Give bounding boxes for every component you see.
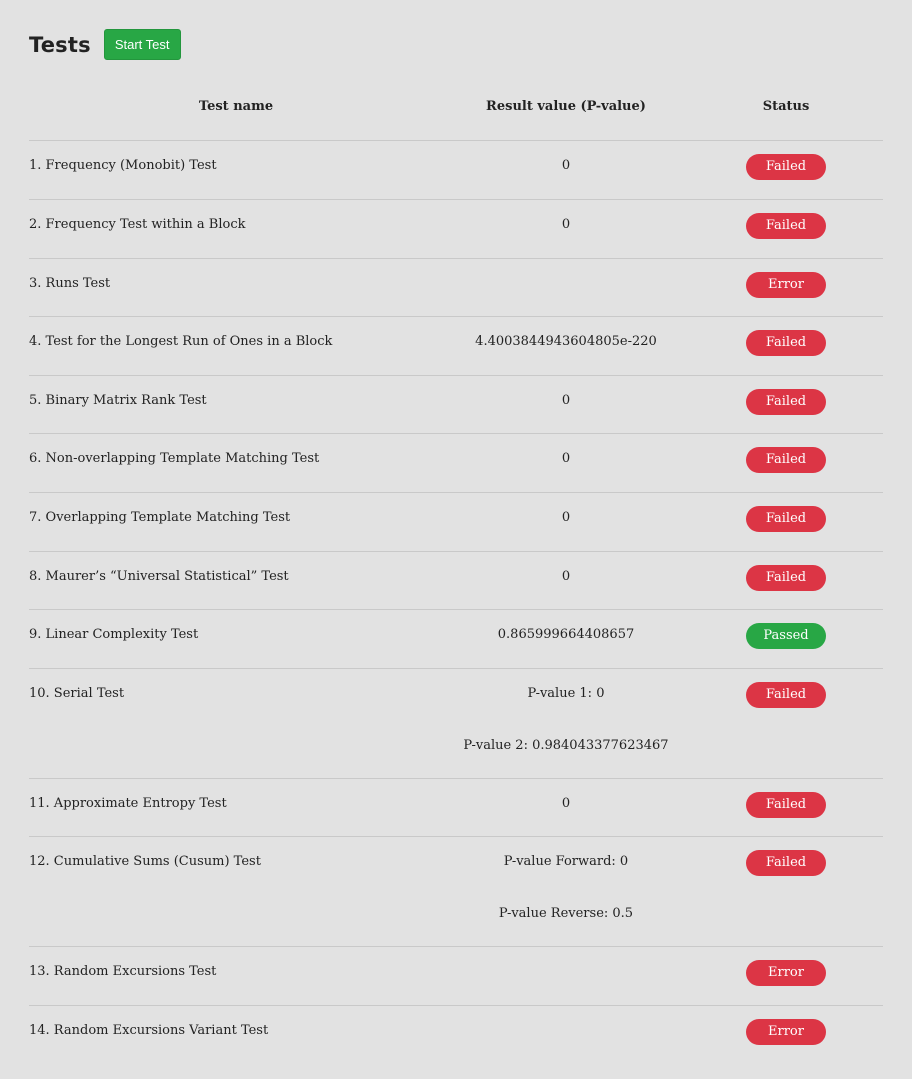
result-value-cell [443,837,689,947]
result-value-cell [443,493,689,552]
result-value-cell [443,779,689,837]
table-row [29,141,883,200]
result-value-cell [443,947,689,1006]
result-value-cell [443,1006,689,1064]
table-row [29,610,883,669]
table-row [29,1006,883,1064]
test-name-cell [29,259,443,317]
header-result-value: Result value (P-value) [443,72,689,141]
status-cell [689,317,883,376]
result-value: 0 [561,510,571,525]
test-name: 10. Serial Test [29,686,125,701]
test-name: 8. Maurer’s “Universal Statistical” Test [29,569,289,584]
result-value: 0 [561,393,571,408]
table-row [29,837,883,947]
result-value: P-value 2: 0.984043377623467 [463,738,669,753]
status-badge: Failed [746,389,826,415]
table-body [29,141,883,1064]
result-value-cell [443,610,689,669]
test-name: 4. Test for the Longest Run of Ones in a Block [29,334,333,349]
table-row [29,669,883,779]
result-value-cell [443,669,689,779]
test-name: 14. Random Excursions Variant Test [29,1023,269,1038]
result-value: P-value Forward: 0 [503,854,629,869]
status-badge: Failed [746,850,826,876]
result-value-cell [443,317,689,376]
test-name-cell [29,200,443,259]
status-badge: Failed [746,330,826,356]
header-status: Status [689,72,883,141]
status-badge: Passed [746,623,826,649]
test-name-cell [29,317,443,376]
header-test-name: Test name [29,72,443,141]
test-name-cell [29,434,443,493]
status-badge: Failed [746,447,826,473]
result-value: 4.4003844943604805e-220 [475,334,657,349]
status-badge: Failed [746,154,826,180]
test-name: 2. Frequency Test within a Block [29,217,246,232]
test-name: 12. Cumulative Sums (Cusum) Test [29,854,261,869]
test-name-cell [29,837,443,947]
status-cell [689,669,883,779]
result-value-cell [443,376,689,434]
status-badge: Error [746,1019,826,1045]
table-row [29,434,883,493]
table-row [29,552,883,610]
result-value: 0.865999664408657 [497,627,635,642]
table-header-row [29,72,883,141]
result-value: 0 [561,451,571,466]
test-name-cell [29,779,443,837]
result-value: 0 [561,217,571,232]
table-row [29,779,883,837]
test-name-cell [29,141,443,200]
status-badge: Failed [746,506,826,532]
status-badge: Failed [746,565,826,591]
test-name: 13. Random Excursions Test [29,964,217,979]
result-value: 0 [561,569,571,584]
test-name-cell [29,493,443,552]
test-name-cell [29,947,443,1006]
result-value-cell [443,259,689,317]
test-name: 3. Runs Test [29,276,111,291]
status-cell [689,610,883,669]
test-name: 5. Binary Matrix Rank Test [29,393,207,408]
status-badge: Failed [746,792,826,818]
test-name-cell [29,552,443,610]
status-cell [689,552,883,610]
test-name-cell [29,1006,443,1064]
status-badge: Failed [746,213,826,239]
status-cell [689,493,883,552]
table-row [29,947,883,1006]
result-value: 0 [561,796,571,811]
status-cell [689,947,883,1006]
status-badge: Error [746,272,826,298]
result-value: P-value Reverse: 0.5 [498,906,634,921]
status-cell [689,779,883,837]
status-cell [689,1006,883,1064]
table-row [29,200,883,259]
result-value-cell [443,141,689,200]
table-row [29,317,883,376]
tests-table [29,72,883,1064]
start-test-button[interactable]: Start Test [104,29,181,60]
test-name: 11. Approximate Entropy Test [29,796,227,811]
test-name-cell [29,669,443,779]
status-badge: Failed [746,682,826,708]
status-cell [689,259,883,317]
test-name: 9. Linear Complexity Test [29,627,199,642]
status-cell [689,141,883,200]
status-cell [689,200,883,259]
page-title: Tests [29,32,91,57]
result-value: P-value 1: 0 [527,686,605,701]
result-value-cell [443,434,689,493]
table-row [29,493,883,552]
result-value-cell [443,552,689,610]
page-header [29,29,181,60]
status-cell [689,434,883,493]
test-name: 7. Overlapping Template Matching Test [29,510,291,525]
result-value: 0 [561,158,571,173]
table-row [29,259,883,317]
test-name: 6. Non-overlapping Template Matching Test [29,451,320,466]
test-name-cell [29,610,443,669]
test-name: 1. Frequency (Monobit) Test [29,158,217,173]
status-cell [689,376,883,434]
status-cell [689,837,883,947]
table-row [29,376,883,434]
test-name-cell [29,376,443,434]
status-badge: Error [746,960,826,986]
result-value-cell [443,200,689,259]
